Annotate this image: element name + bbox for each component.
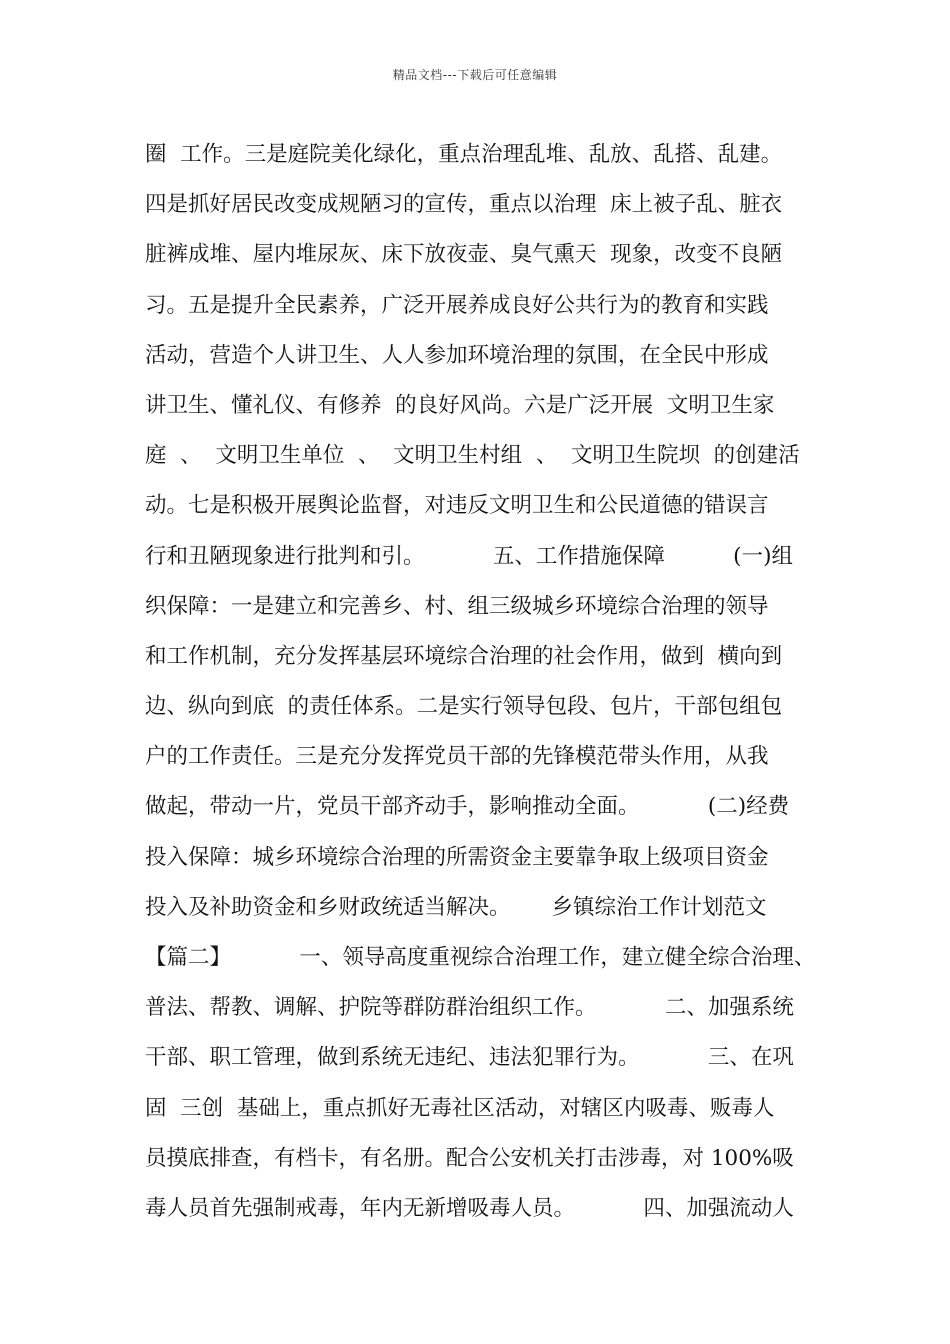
text-line: 庭 、 文明卫生单位 、 文明卫生村组 、 文明卫生院坝 的创建活: [145, 443, 800, 469]
text-line: 动。七是积极开展舆论监督，对违反文明卫生和公民道德的错误言: [145, 493, 769, 519]
text-line: 干部、职工管理，做到系统无违纪、违法犯罪行为。 三、在巩: [145, 1045, 794, 1071]
text-line: 投入及补助资金和乡财政统适当解决。 乡镇综治工作计划范文: [145, 894, 767, 920]
text-line: 员摸底排查，有档卡，有名册。配合公安机关打击涉毒，对 100%吸: [145, 1145, 794, 1171]
page-header: 精品文档---下载后可任意编辑: [392, 68, 558, 82]
text-line: 做起，带动一片，党员干部齐动手，影响推动全面。 (二)经费: [145, 794, 790, 820]
text-line: 【篇二】 一、领导高度重视综合治理工作，建立健全综合治理、: [145, 945, 816, 970]
text-line: 边、纵向到底 的责任体系。二是实行领导包段、包片，干部包组包: [145, 694, 783, 720]
text-line: 毒人员首先强制戒毒，年内无新增吸毒人员。 四、加强流动人: [145, 1195, 794, 1221]
text-line: 脏裤成堆、屋内堆尿灰、床下放夜壶、臭气熏天 现象，改变不良陋: [145, 242, 783, 268]
text-line: 习。五是提升全民素养，广泛开展养成良好公共行为的教育和实践: [145, 292, 769, 318]
text-line: 固 三创 基础上，重点抓好无毒社区活动，对辖区内吸毒、贩毒人: [145, 1095, 775, 1121]
text-line: 活动，营造个人讲卫生、人人参加环境治理的氛围，在全民中形成: [145, 342, 769, 368]
text-line: 四是抓好居民改变成规陋习的宣传，重点以治理 床上被子乱、脏衣: [145, 192, 783, 218]
text-line: 户的工作责任。三是充分发挥党员干部的先锋模范带头作用，从我: [145, 744, 769, 770]
text-line: 织保障：一是建立和完善乡、村、组三级城乡环境综合治理的领导: [145, 593, 769, 619]
text-line: 和工作机制，充分发挥基层环境综合治理的社会作用，做到 横向到: [145, 643, 783, 669]
text-line: 圈 工作。三是庭院美化绿化，重点治理乱堆、乱放、乱搭、乱建。: [145, 142, 783, 167]
text-line: 投入保障：城乡环境综合治理的所需资金主要靠争取上级项目资金: [145, 844, 769, 870]
text-line: 行和丑陋现象进行批判和引。 五、工作措施保障 (一)组: [145, 543, 793, 569]
text-line: 普法、帮教、调解、护院等群防群治组织工作。 二、加强系统: [145, 995, 794, 1021]
text-line: 讲卫生、懂礼仪、有修养 的良好风尚。六是广泛开展 文明卫生家: [145, 392, 775, 418]
body-text: [145, 130, 835, 1234]
